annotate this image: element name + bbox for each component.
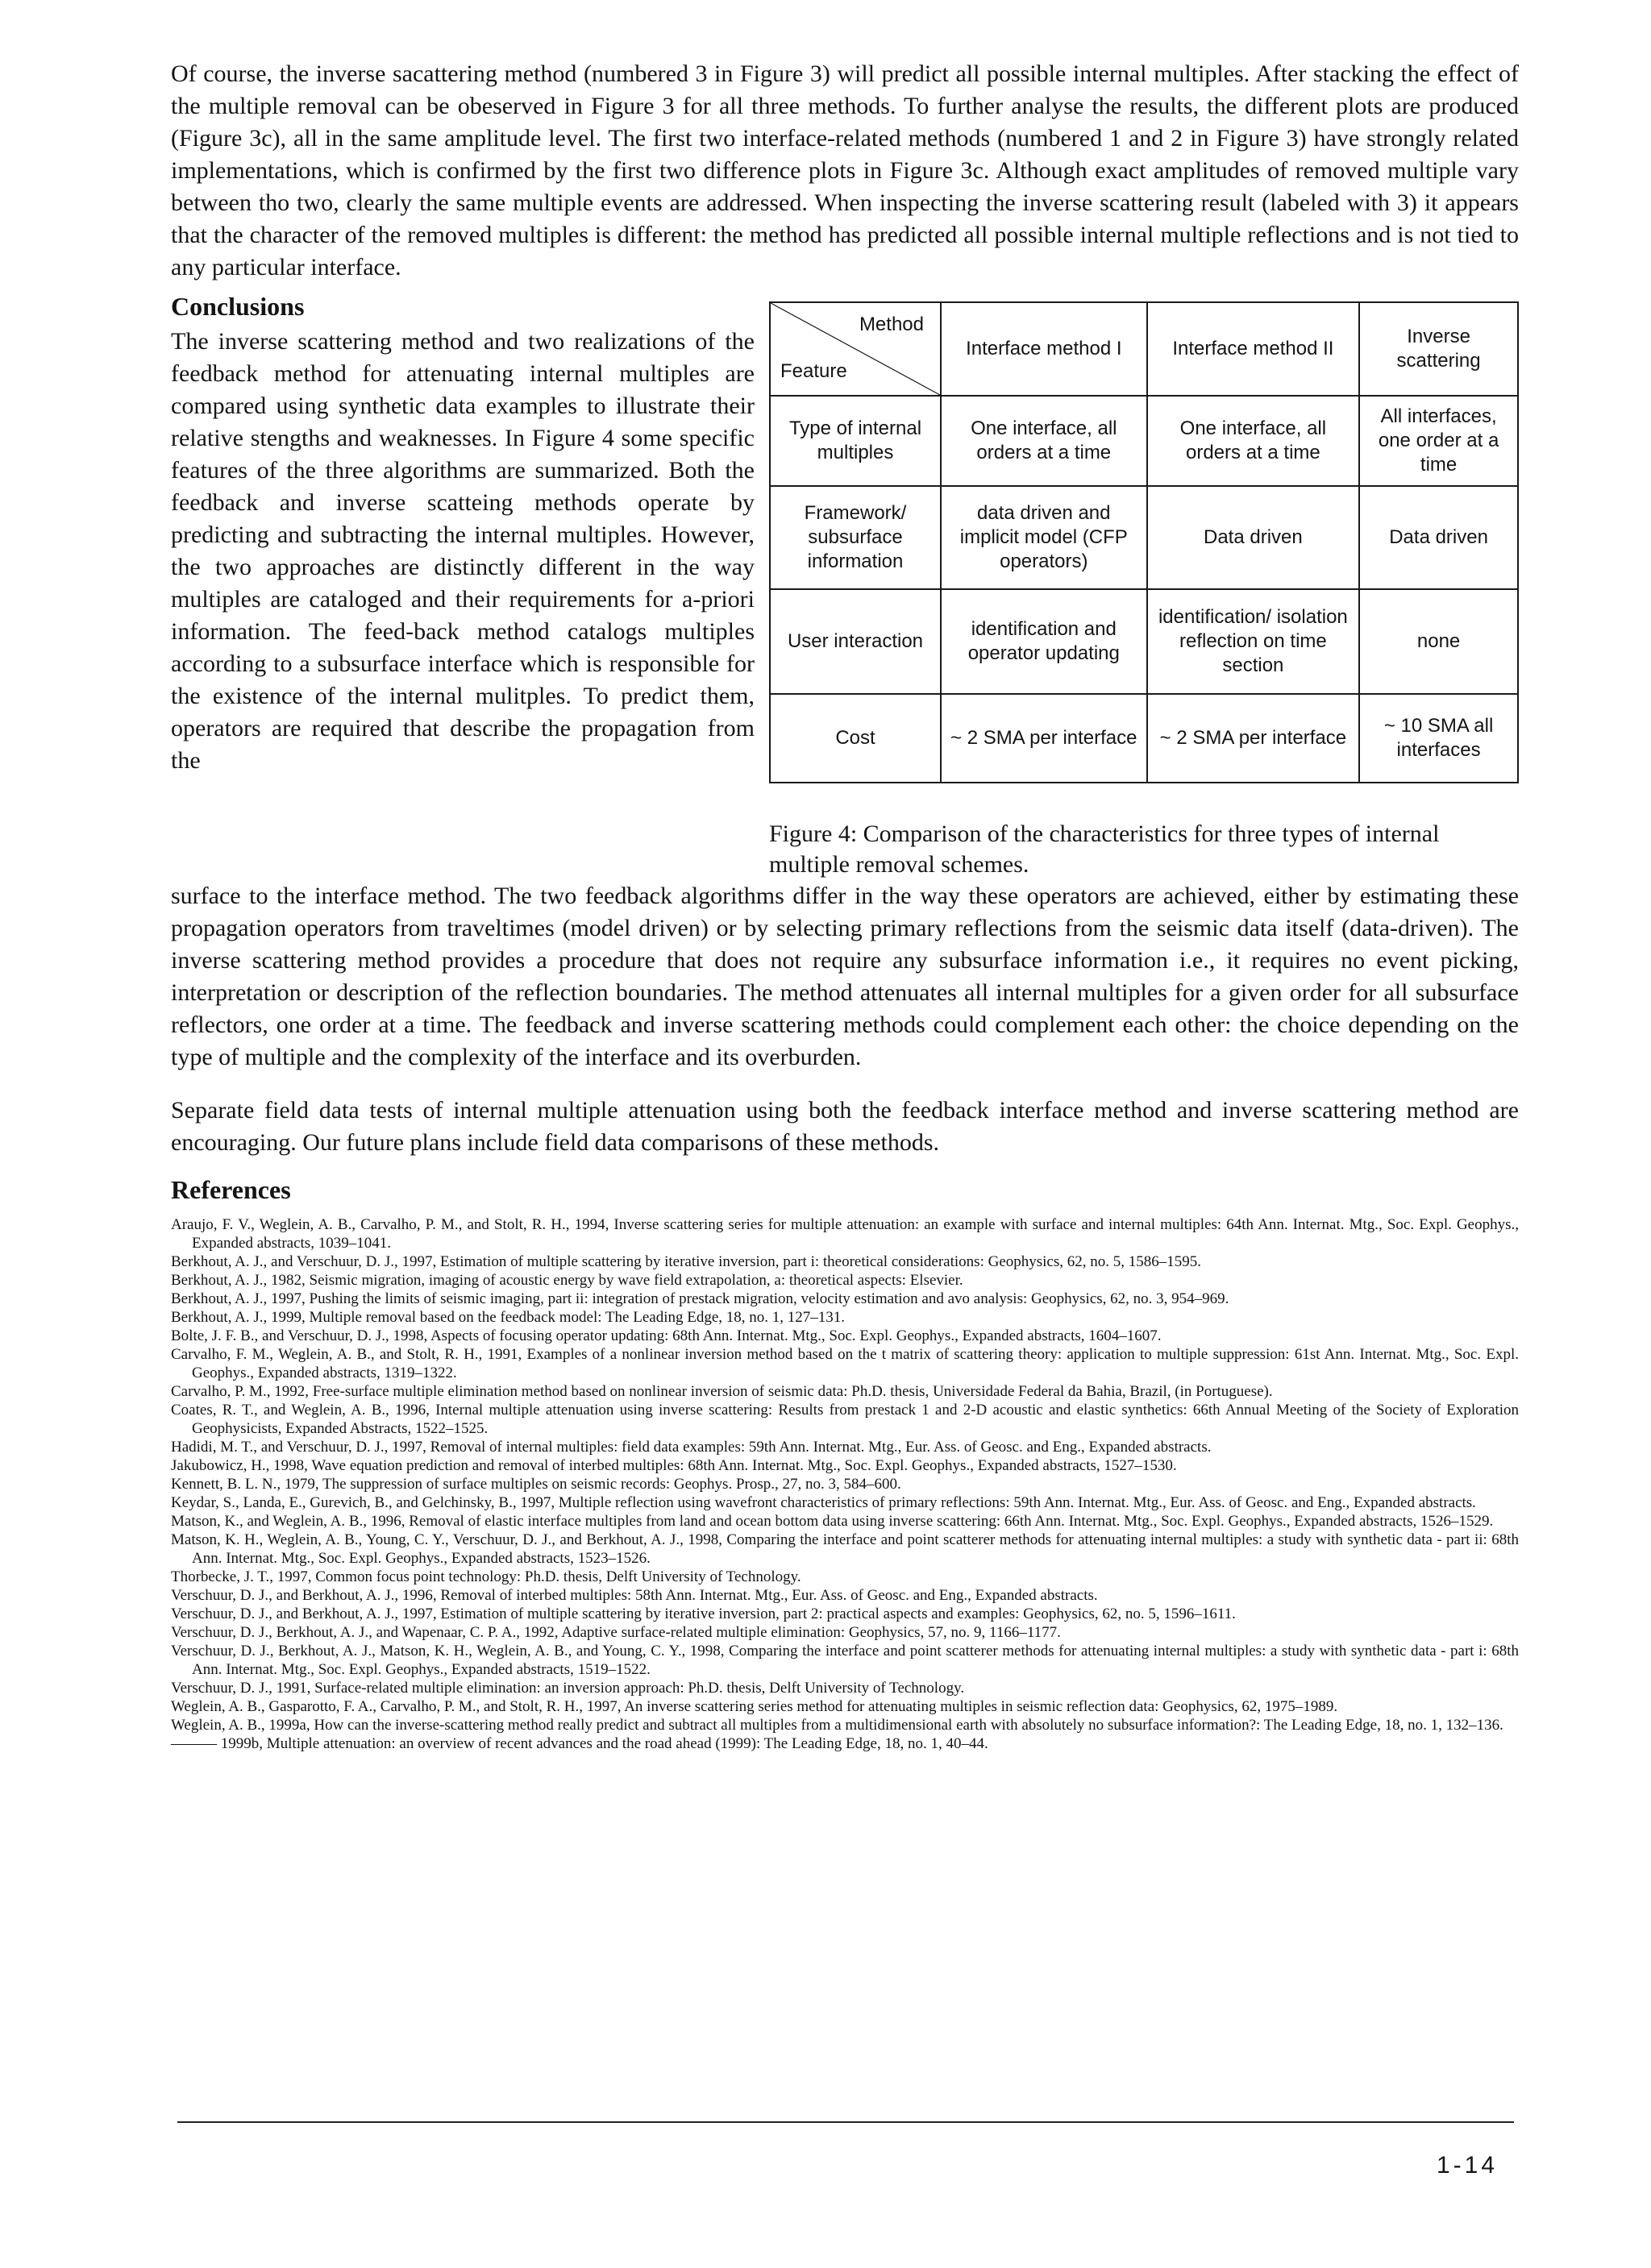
table-cell: none: [1359, 589, 1518, 694]
reference-item: Araujo, F. V., Weglein, A. B., Carvalho, P. M., and Stolt, R. H., 1994, Inverse scattering series for multiple attenuation: an example with surface and internal multiples: 64th Ann. Internat. Mtg., Soc. Expl. Geophys., Expanded abstracts, 1039–1041.: [171, 1216, 1519, 1252]
column-header-interface-method-1: Interface method I: [941, 302, 1147, 396]
intro-paragraph: Of course, the inverse sacattering method (numbered 3 in Figure 3) will predict all possible internal multiples. After stacking the effect of the multiple removal can be obeserved in Figure 3 for all three methods. To further analyse the results, the different plots are produced (Figure 3c), all in the same amplitude level. The first two interface-related methods (numbered 1 and 2 in Figure 3) have strongly related implementations, which is confirmed by the first two difference plots in Figure 3c. Although exact amplitudes of removed multiple vary between tho two, clearly the same multiple events are addressed. When inspecting the inverse scattering result (labeled with 3) it appears that the character of the removed multiples is different: the method has predicted all possible internal multiple reflections and is not tied to any particular interface.: [171, 60, 1519, 280]
reference-item: ——— 1999b, Multiple attenuation: an overview of recent advances and the road ahead (1999): The Leading Edge, 18, no. 1, 40–44.: [171, 1735, 988, 1752]
row-feature-label: Cost: [770, 694, 941, 783]
table-row: [770, 694, 1518, 783]
conclusions-paragraph-2: Separate field data tests of internal multiple attenuation using both the feedback interface method and inverse scattering method are encouraging. Our future plans include field data comparisons of these methods.: [171, 1097, 1519, 1156]
column-header-inverse-scattering: Inverse scattering: [1359, 302, 1518, 396]
table-row: [770, 396, 1518, 486]
column-header-interface-method-2: Interface method II: [1147, 302, 1360, 396]
reference-item: Matson, K. H., Weglein, A. B., Young, C. Y., Verschuur, D. J., and Berkhout, A. J., 1998, Comparing the interface and point scatterer methods for attenuating internal multiples: a study with synthetic data - part ii: 68th Ann. Internat. Mtg., Soc. Expl. Geophys., Expanded abstracts, 1523–1526.: [171, 1531, 1519, 1567]
table-cell: ~ 2 SMA per interface: [1147, 694, 1360, 783]
reference-item: Verschuur, D. J., Berkhout, A. J., and Wapenaar, C. P. A., 1992, Adaptive surface-related multiple elimination: Geophysics, 57, no. 9, 1166–1177.: [171, 1624, 1061, 1641]
table-cell: Data driven: [1147, 486, 1360, 589]
references-heading: References: [171, 1175, 291, 1204]
reference-item: Verschuur, D. J., and Berkhout, A. J., 1997, Estimation of multiple scattering by iterative inversion, part 2: practical aspects and examples: Geophysics, 62, no. 5, 1596–1611.: [171, 1605, 1236, 1622]
reference-item: Carvalho, P. M., 1992, Free-surface multiple elimination method based on nonlinear inversion of seismic data: Ph.D. thesis, Universidade Federal da Bahia, Brazil, (in Portuguese).: [171, 1383, 1273, 1400]
reference-item: Berkhout, A. J., 1999, Multiple removal based on the feedback model: The Leading Edge, 18, no. 1, 127–131.: [171, 1309, 846, 1326]
table-row: [770, 589, 1518, 694]
paper-page: [171, 58, 1519, 1753]
table-cell: identification/ isolation reflection on time section: [1147, 589, 1360, 694]
reference-item: Verschuur, D. J., and Berkhout, A. J., 1996, Removal of interbed multiples: 58th Ann. Internat. Mtg., Eur. Ass. of Geosc. and Eng., Expanded abstracts.: [171, 1587, 1098, 1604]
table-cell: Data driven: [1359, 486, 1518, 589]
reference-item: Berkhout, A. J., 1997, Pushing the limits of seismic imaging, part ii: integration of prestack migration, velocity estimation and avo analysis: Geophysics, 62, no. 3, 954–969.: [171, 1290, 1229, 1307]
table-cell: ~ 2 SMA per interface: [941, 694, 1147, 783]
table-cell: One interface, all orders at a time: [941, 396, 1147, 486]
references-section: [171, 1170, 1519, 1753]
table-cell: identification and operator updating: [941, 589, 1147, 694]
conclusions-paragraph-part2: surface to the interface method. The two feedback algorithms differ in the way these operators are achieved, either by estimating these propagation operators from traveltimes (model driven) or by selecting primary reflections from the seismic data itself (data-driven). The inverse scattering method provides a procedure that does not require any subsurface information i.e., it requires no event picking, interpretation or description of the reflection boundaries. The method attenuates all internal multiples for a given order for all subsurface reflectors, one order at a time. The feedback and inverse scattering methods could complement each other: the choice depending on the type of multiple and the complexity of the interface and its overburden.: [171, 883, 1519, 1070]
corner-feature-label: Feature: [780, 360, 847, 382]
page-number: 1-14: [1436, 2152, 1498, 2179]
reference-item: Verschuur, D. J., 1991, Surface-related multiple elimination: an inversion approach: Ph.D. thesis, Delft University of Technology.: [171, 1680, 965, 1697]
reference-list: [171, 1215, 1519, 1753]
comparison-table: [769, 301, 1519, 783]
table-cell: All interfaces, one order at a time: [1359, 396, 1518, 486]
table-row: [770, 486, 1518, 589]
figure-caption: Figure 4: Comparison of the characteristics for three types of internal multiple removal schemes.: [769, 820, 1440, 878]
reference-item: Verschuur, D. J., Berkhout, A. J., Matson, K. H., Weglein, A. B., and Young, C. Y., 1998, Comparing the interface and point scatterer methods for attenuating internal multiples: a study with synthetic data - part i: 68th Ann. Internat. Mtg., Soc. Expl. Geophys., Expanded abstracts, 1519–1522.: [171, 1643, 1519, 1678]
table-cell: One interface, all orders at a time: [1147, 396, 1360, 486]
footer-rule: [177, 2121, 1514, 2123]
reference-item: Weglein, A. B., 1999a, How can the inverse-scattering method really predict and subtract all multiples from a multidimensional earth with absolutely no subsurface information?: The Leading Edge, 18, no. 1, 132–136.: [171, 1717, 1503, 1734]
reference-item: Jakubowicz, H., 1998, Wave equation prediction and removal of interbed multiples: 68th Ann. Internat. Mtg., Soc. Expl. Geophys., Expanded abstracts, 1527–1530.: [171, 1457, 1177, 1474]
corner-method-label: Method: [859, 314, 924, 335]
reference-item: Carvalho, F. M., Weglein, A. B., and Stolt, R. H., 1991, Examples of a nonlinear inversion method based on the t matrix of scattering theory: application to multiple suppression: 61st Ann. Internat. Mtg., Soc. Expl. Geophys., Expanded abstracts, 1319–1322.: [171, 1346, 1519, 1381]
reference-item: Berkhout, A. J., and Verschuur, D. J., 1997, Estimation of multiple scattering by iterative inversion, part i: theoretical considerations: Geophysics, 62, no. 5, 1586–1595.: [171, 1253, 1202, 1270]
table-corner-cell: [770, 302, 941, 396]
reference-item: Berkhout, A. J., 1982, Seismic migration, imaging of acoustic energy by wave field extrapolation, a: theoretical aspects: Elsevier.: [171, 1272, 963, 1289]
reference-item: Thorbecke, J. T., 1997, Common focus point technology: Ph.D. thesis, Delft University of Technology.: [171, 1568, 801, 1585]
conclusions-left-column: [171, 287, 755, 777]
row-feature-label: Framework/ subsurface information: [770, 486, 941, 589]
conclusions-heading: Conclusions: [171, 292, 305, 321]
reference-item: Coates, R. T., and Weglein, A. B., 1996, Internal multiple attenuation using inverse scattering: Results from prestack 1 and 2-D acoustic and elastic synthetics: 66th Annual Meeting of the Society of Exploration Geophysicists, Expanded Abstracts, 1522–1525.: [171, 1402, 1519, 1437]
reference-item: Hadidi, M. T., and Verschuur, D. J., 1997, Removal of internal multiples: field data examples: 59th Ann. Internat. Mtg., Eur. Ass. of Geosc. and Eng., Expanded abstracts.: [171, 1439, 1212, 1456]
figure-4: [769, 287, 1519, 880]
reference-item: Bolte, J. F. B., and Verschuur, D. J., 1998, Aspects of focusing operator updating: 68th Ann. Internat. Mtg., Soc. Expl. Geophys., Expanded abstracts, 1604–1607.: [171, 1327, 1162, 1344]
conclusions-section: [171, 287, 1519, 880]
row-feature-label: User interaction: [770, 589, 941, 694]
row-feature-label: Type of internal multiples: [770, 396, 941, 486]
table-header-row: [770, 302, 1518, 396]
reference-item: Keydar, S., Landa, E., Gurevich, B., and Gelchinsky, B., 1997, Multiple reflection using wavefront characteristics of primary reflections: 59th Ann. Internat. Mtg., Eur. Ass. of Geosc. and Eng., Expanded abstracts.: [171, 1494, 1476, 1511]
reference-item: Weglein, A. B., Gasparotto, F. A., Carvalho, P. M., and Stolt, R. H., 1997, An inverse scattering series method for attenuating multiples in seismic reflection data: Geophysics, 62, 1975–1989.: [171, 1698, 1338, 1715]
table-cell: ~ 10 SMA all interfaces: [1359, 694, 1518, 783]
conclusions-paragraph-part1: The inverse scattering method and two realizations of the feedback method for attenuating internal multiples are compared using synthetic data examples to illustrate their relative stengths and weaknesses. In Figure 4 some specific features of the three algorithms are summarized. Both the feedback and inverse scatteing methods operate by predicting and subtracting the internal multiples. However, the two approaches are distinctly different in the way multiples are cataloged and their requirements for a-priori information. The feed-back method catalogs multiples according to a subsurface interface which is responsible for the existence of the internal mulitples. To predict them, operators are required that describe the propagation from the: [171, 328, 755, 774]
reference-item: Kennett, B. L. N., 1979, The suppression of surface multiples on seismic records: Geophys. Prosp., 27, no. 3, 584–600.: [171, 1476, 901, 1493]
reference-item: Matson, K., and Weglein, A. B., 1996, Removal of elastic interface multiples from land and ocean bottom data using inverse scattering: 66th Ann. Internat. Mtg., Soc. Expl. Geophys., Expanded abstracts, 1526–1529.: [171, 1513, 1494, 1530]
table-cell: data driven and implicit model (CFP operators): [941, 486, 1147, 589]
